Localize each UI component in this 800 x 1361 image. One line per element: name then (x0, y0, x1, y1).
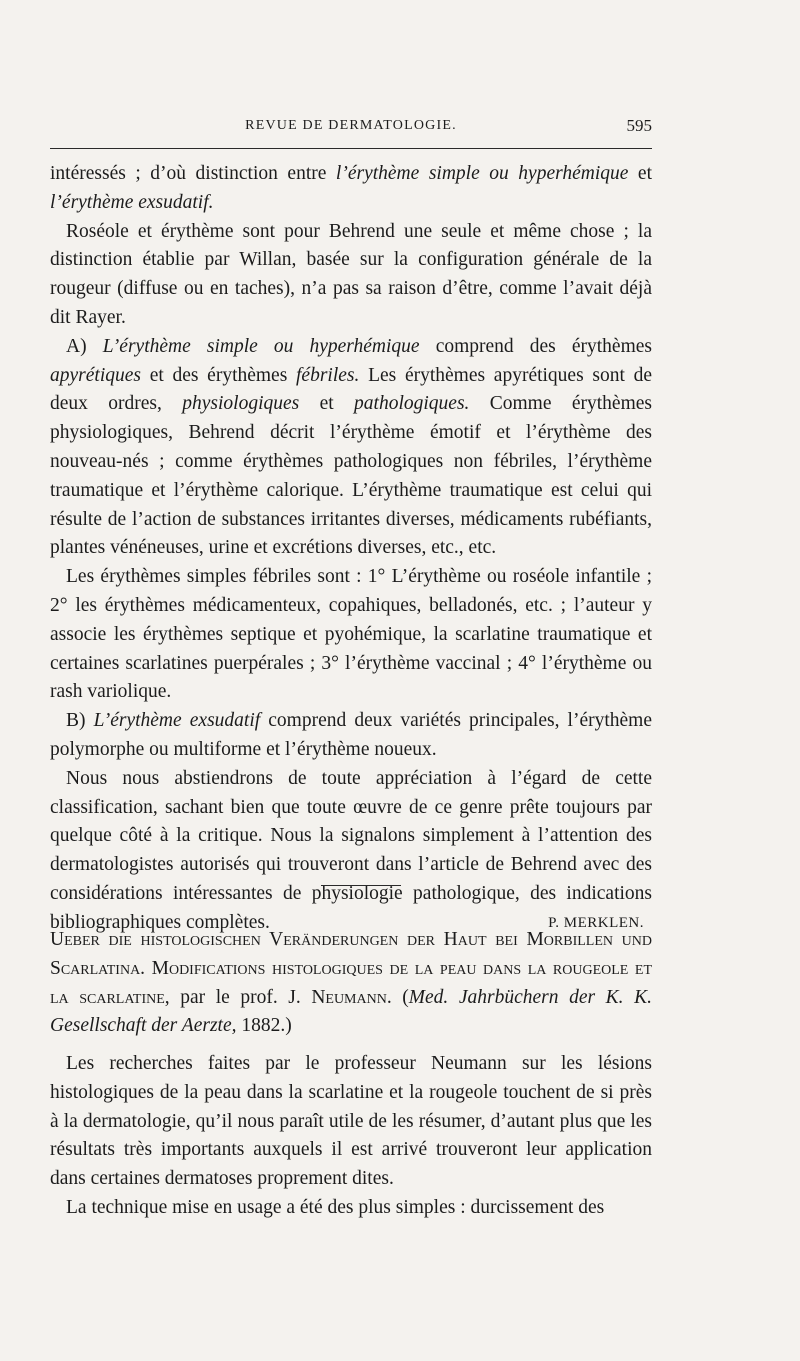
page-header (50, 118, 652, 140)
paragraph-conclusion: Nous nous abstiendrons de toute appréciation à l’égard de cette classification, sachant bien que toute œuvre de ce genre prête toujours par quelque côté à la critique. Nous la signalons simplement à l’attention des dermatologistes autorisés qui trouveront dans l’article de Behrend avec des considérations intéressantes de physiologie pathologique, des indications bibliographiques complètes. P. MERKLEN. (50, 765, 652, 938)
header-rule (50, 148, 652, 149)
paragraph-febriles: Les érythèmes simples fébriles sont : 1° L’érythème ou roséole infantile ; 2° les érythèmes médicamenteux, copahiques, belladonés, etc. ; l’auteur y associe les érythèmes septique et pyohémique, la scarlatine traumatique et certaines scarlatines puerpérales ; 3° l’érythème vaccinal ; 4° l’érythème ou rash variolique. (50, 566, 652, 703)
body-text (50, 160, 652, 938)
paragraph-technique: La technique mise en usage a été des plus simples : durcissement des (66, 1196, 605, 1218)
author-signature: P. MERKLEN. (548, 914, 644, 931)
title-german: Ueber die histologischen Veränderungen der Haut bei Morbillen und Scarlatina. (50, 929, 652, 979)
paragraph-continuation: intéressés ; d’où distinction entre l’érythème simple ou hyperhémique et l’érythème exsudatif. (50, 163, 653, 213)
title-french: Modifications histologiques de la peau dans la rougeole et la scarlatine, (50, 957, 653, 1008)
paragraph-erytheme-exsudatif: B) L’érythème exsudatif comprend deux variétés principales, l’érythème polymorphe ou multiforme et l’érythème noueux. (50, 710, 653, 760)
article-source: Med. Jahrbüchern der K. K. Gesellschaft der Aerzte, (50, 986, 652, 1037)
paragraph-recherches: Les recherches faites par le professeur Neumann sur les lésions histologiques de la peau dans la scarlatine et la rougeole touchent de si près à la dermatologie, qu’il nous paraît utile de les résumer, d’autant plus que les résultats très importants auxquels il est arrivé trouveront leur application dans certaines dermatoses proprement dites. (50, 1053, 652, 1190)
paragraph-erytheme-simple: A) L’érythème simple ou hyperhémique comprend des érythèmes apyrétiques et des érythèmes fébriles. Les érythèmes apyrétiques sont de deux ordres, physiologiques et pathologiques. Comme érythèmes physiologiques, Behrend décrit l’érythème émotif et l’érythème des nouveau-nés ; comme érythèmes pathologiques non fébriles, l’érythème traumatique et l’érythème calorique. L’érythème traumatique est celui qui résulte de l’action de substances irritantes diverses, médicaments rubéfiants, plantes vénéneuses, urine et excrétions diverses, etc., etc. (50, 335, 652, 559)
article-author: Neumann. (311, 986, 392, 1008)
paragraph-roseole: Roséole et érythème sont pour Behrend une seule et même chose ; la distinction établie par Willan, basée sur la configuration générale de la rougeur (diffuse ou en taches), n’a pas sa raison d’être, comme l’avait déjà dit Rayer. (50, 220, 652, 328)
body-text-article (50, 1050, 652, 1223)
article-heading: Ueber die histologischen Veränderungen der Haut bei Morbillen und Scarlatina. Modifications histologiques de la peau dans la rougeole et la scarlatine, par le prof. J. Neumann. (Med. Jahrbüchern der K. K. Gesellschaft der Aerzte, 1882.) (50, 929, 653, 1037)
running-title: REVUE DE DERMATOLOGIE. (245, 118, 457, 133)
page-number: 595 (626, 116, 652, 135)
section-separator (321, 885, 401, 886)
